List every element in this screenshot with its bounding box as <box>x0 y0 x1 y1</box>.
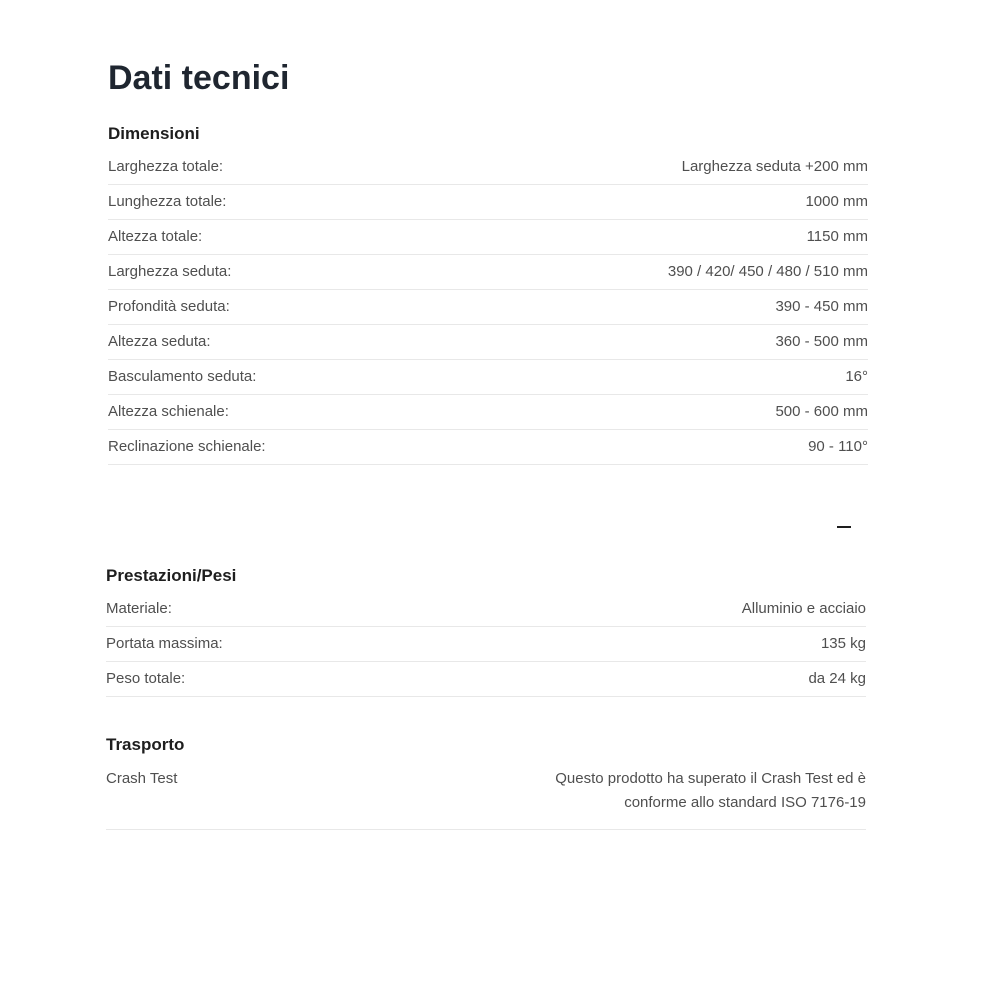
section-prestazioni <box>106 562 866 697</box>
spec-label: Portata massima: <box>106 635 223 652</box>
spec-row <box>108 220 868 255</box>
section-heading-dimensioni: Dimensioni <box>108 124 200 143</box>
spec-value: 16° <box>845 368 868 385</box>
section-heading-prestazioni: Prestazioni/Pesi <box>106 566 237 585</box>
spec-value: 90 - 110° <box>808 438 868 455</box>
spec-label: Lunghezza totale: <box>108 193 227 210</box>
spec-row <box>108 150 868 185</box>
spec-label: Crash Test <box>106 770 178 787</box>
spec-row <box>108 290 868 325</box>
spec-row <box>106 761 866 830</box>
spec-row <box>106 627 866 662</box>
spec-label: Altezza schienale: <box>108 403 229 420</box>
spec-value: 500 - 600 mm <box>775 403 868 420</box>
section-trasporto <box>106 731 866 830</box>
spec-label: Basculamento seduta: <box>108 368 257 385</box>
spec-row <box>108 185 868 220</box>
spec-row <box>108 430 868 465</box>
spec-label: Peso totale: <box>106 670 186 687</box>
spec-label: Larghezza totale: <box>108 158 224 175</box>
section-dimensioni <box>108 120 868 465</box>
page-title: Dati tecnici <box>108 59 290 97</box>
spec-label: Altezza totale: <box>108 228 203 245</box>
spec-label: Altezza seduta: <box>108 333 211 350</box>
spec-row <box>108 325 868 360</box>
collapse-toggle-button[interactable] <box>832 514 856 538</box>
spec-row <box>108 395 868 430</box>
spec-label: Profondità seduta: <box>108 298 230 315</box>
spec-value: 390 - 450 mm <box>775 298 868 315</box>
spec-row <box>106 592 866 627</box>
spec-row <box>108 360 868 395</box>
spec-value: 390 / 420/ 450 / 480 / 510 mm <box>667 263 868 280</box>
spec-label: Reclinazione schienale: <box>108 438 266 455</box>
spec-row <box>108 255 868 290</box>
spec-label: Larghezza seduta: <box>108 263 232 280</box>
spec-value: da 24 kg <box>808 670 866 687</box>
spec-label: Materiale: <box>106 600 172 617</box>
spec-value: Questo prodotto ha superato il Crash Test ed è conforme allo standard ISO 7176-19 <box>555 770 866 811</box>
section-heading-trasporto: Trasporto <box>106 735 185 754</box>
spec-value: 1150 mm <box>806 228 868 245</box>
spec-value: Alluminio e acciaio <box>741 600 866 617</box>
spec-value: 135 kg <box>820 635 866 652</box>
spec-value: Larghezza seduta +200 mm <box>681 158 868 175</box>
minus-icon <box>837 526 851 528</box>
spec-value: 1000 mm <box>805 193 868 210</box>
spec-value: 360 - 500 mm <box>775 333 868 350</box>
spec-row <box>106 662 866 697</box>
